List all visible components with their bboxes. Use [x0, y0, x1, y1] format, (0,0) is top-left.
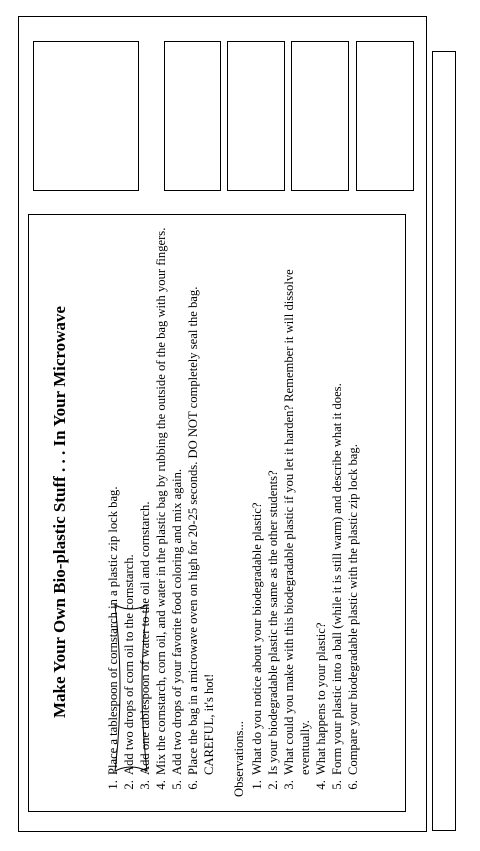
observations-heading: Observations... [231, 721, 246, 797]
step-item: 1. Place a tablespoon of cornstarch in a plastic zip lock bag. [105, 227, 121, 777]
side-margin-strip [432, 51, 456, 831]
observation-item: 4. What happens to your plastic? [313, 227, 329, 777]
observation-item: 5. Form your plastic into a ball (while it is still warm) and describe what it does. [329, 227, 345, 777]
drawing-box-2 [227, 41, 285, 191]
observation-item: 3. What could you make with this biodegradable plastic if you let it harden? Remember it will dissolve eventually. [281, 227, 313, 777]
blank-banner-shape [113, 603, 149, 773]
observations-list [249, 227, 362, 797]
step-item: 6. Place the bag in a microwave oven on high for 20-25 seconds. DO NOT completely seal the bag. CAREFUL, it's hot! [185, 227, 217, 777]
drawing-box-4 [356, 41, 414, 191]
observation-item: 6. Compare your biodegradable plastic with the plastic zip lock bag. [345, 227, 361, 777]
step-item: 2. Add two drops of corn oil to the cornstarch. [121, 227, 137, 777]
step-item: 3. Add one tablespoon of water to the oil and cornstarch. [137, 227, 153, 777]
drawing-box-3 [291, 41, 349, 191]
drawing-box-large [33, 41, 139, 191]
card-title: Make Your Own Bio-plastic Stuff . . . In Your Microwave [50, 306, 69, 718]
step-item: 5. Add two drops of your favorite food coloring and mix again. [169, 227, 185, 777]
observation-item: 2. Is your biodegradable plastic the same as the other students? [265, 227, 281, 777]
observation-item: 1. What do you notice about your biodegradable plastic? [249, 227, 265, 777]
drawing-box-1 [164, 41, 221, 191]
step-item: 4. Mix the cornstarch, corn oil, and water in the plastic bag by rubbing the outside of the bag with your fingers. [153, 227, 169, 777]
instruction-card [28, 214, 406, 812]
